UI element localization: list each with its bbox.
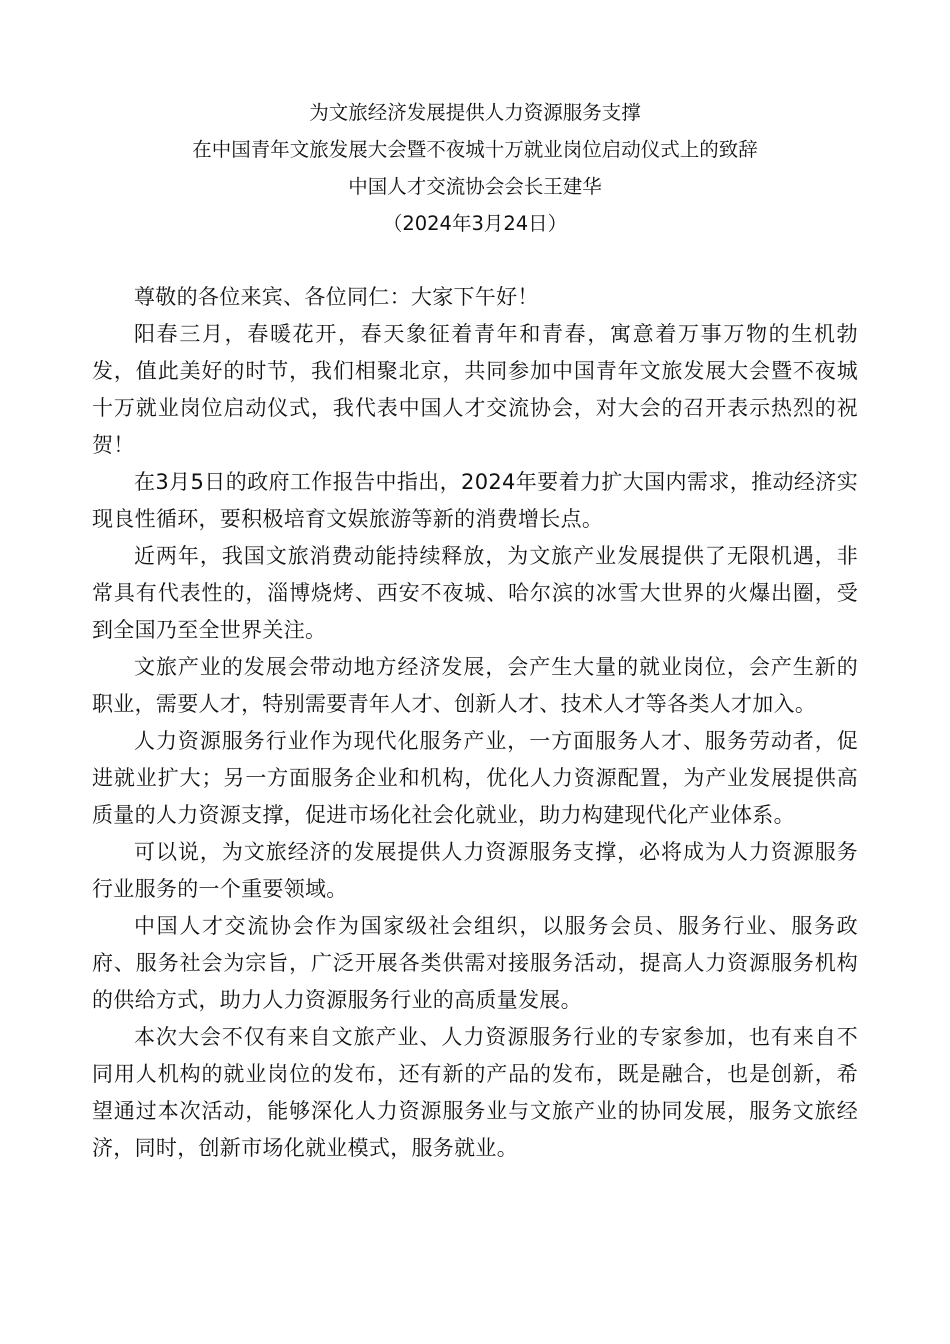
paragraph: 在3月5日的政府工作报告中指出，2024年要着力扩大国内需求，推动经济实现良性循环，要积极培育文娱旅游等新的消费增长点。 (92, 470, 858, 531)
paragraph-greeting: 尊敬的各位来宾、各位同仁：大家下午好！ (134, 285, 539, 309)
paragraph: 近两年，我国文旅消费动能持续释放，为文旅产业发展提供了无限机遇，非常具有代表性的，淄博烧烤、西安不夜城、哈尔滨的冰雪大世界的火爆出圈，受到全国乃至全世界关注。 (92, 544, 858, 642)
paragraph: 阳春三月，春暖花开，春天象征着青年和青春，寓意着万事万物的生机勃发，值此美好的时节，我们相聚北京，共同参加中国青年文旅发展大会暨不夜城十万就业岗位启动仪式，我代表中国人才交流协会，对大会的召开表示热烈的祝贺！ (92, 322, 858, 457)
document-title: 为文旅经济发展提供人力资源服务支撑 (309, 101, 641, 124)
paragraph: 文旅产业的发展会带动地方经济发展，会产生大量的就业岗位，会产生新的职业，需要人才，特别需要青年人才、创新人才、技术人才等各类人才加入。 (92, 655, 858, 716)
document-header (90, 94, 860, 242)
paragraph: 可以说，为文旅经济的发展提供人力资源服务支撑，必将成为人力资源服务行业服务的一个重要领域。 (92, 840, 858, 901)
paragraph: 人力资源服务行业作为现代化服务产业，一方面服务人才、服务劳动者，促进就业扩大；另一方面服务企业和机构，优化人力资源配置，为产业发展提供高质量的人力资源支撑，促进市场化社会化就业，助力构建现代化产业体系。 (92, 729, 858, 827)
paragraph: 本次大会不仅有来自文旅产业、人力资源服务行业的专家参加，也有来自不同用人机构的就业岗位的发布，还有新的产品的发布，既是融合，也是创新，希望通过本次活动，能够深化人力资源服务业与文旅产业的协同发展，服务文旅经济，同时，创新市场化就业模式，服务就业。 (92, 1025, 858, 1160)
document-body (92, 279, 858, 1167)
document-date: （2024年3月24日） (382, 212, 568, 235)
document-speaker: 中国人才交流协会会长王建华 (348, 175, 602, 198)
paragraph: 中国人才交流协会作为国家级社会组织，以服务会员、服务行业、服务政府、服务社会为宗旨，广泛开展各类供需对接服务活动，提高人力资源服务机构的供给方式，助力人力资源服务行业的高质量发展。 (92, 914, 858, 1012)
document-subtitle: 在中国青年文旅发展大会暨不夜城十万就业岗位启动仪式上的致辞 (192, 138, 758, 161)
